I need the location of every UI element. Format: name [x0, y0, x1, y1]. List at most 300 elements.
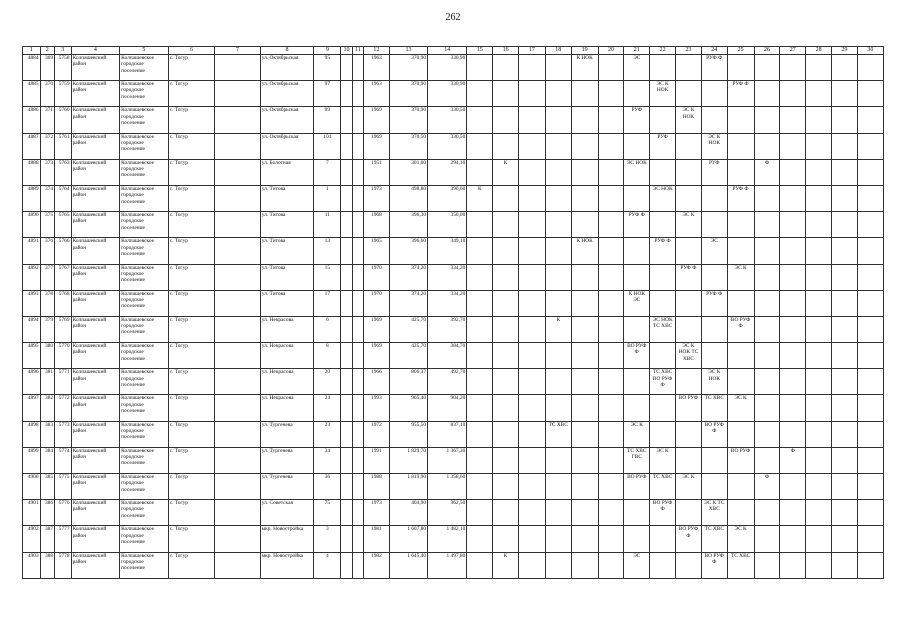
table-cell-col-5: Колпашевское городское поселение — [120, 55, 169, 81]
table-cell-col-14: 1 367,30 — [428, 447, 467, 473]
table-cell-col-20 — [598, 264, 624, 290]
table-cell-col-26 — [754, 526, 780, 552]
table-cell-col-22: ЭС К — [650, 447, 676, 473]
table-cell-col-4: Колпашевский район — [71, 212, 120, 238]
table-cell-col-23: ЭС К — [676, 474, 702, 500]
table-cell-col-9: 17 — [314, 290, 341, 316]
table-cell-col-25: РУФ Ф — [727, 185, 754, 211]
table-cell-col-18 — [545, 526, 571, 552]
table-cell-col-3: 5766 — [55, 238, 72, 264]
table-cell-col-27 — [780, 421, 806, 447]
table-cell-col-21: ВО РУФ Ф — [624, 343, 650, 369]
table-cell-col-21: ВО РУФ — [624, 474, 650, 500]
table-cell-col-16 — [493, 395, 519, 421]
table-cell-col-4: Колпашевский район — [71, 159, 120, 185]
table-cell-col-14: 384,70 — [428, 343, 467, 369]
table-cell-col-15 — [467, 81, 493, 107]
table-cell-col-28 — [806, 107, 832, 133]
table-cell-col-10 — [341, 500, 352, 526]
table-cell-col-27 — [780, 238, 806, 264]
table-cell-col-24: ВО РУФ Ф — [701, 552, 727, 578]
table-cell-col-3: 5773 — [55, 421, 72, 447]
table-cell-col-21: К НОК ЭС — [624, 290, 650, 316]
table-cell-col-8: ул. Тургенева — [260, 447, 314, 473]
table-cell-col-10 — [341, 421, 352, 447]
table-cell-col-1: 4901 — [23, 500, 41, 526]
table-cell-col-13: 425,70 — [389, 316, 427, 342]
table-cell-col-19 — [571, 526, 598, 552]
table-cell-col-18 — [545, 369, 571, 395]
table-cell-col-8: ул. Титова — [260, 185, 314, 211]
table-cell-col-26 — [754, 212, 780, 238]
table-cell-col-7 — [215, 421, 260, 447]
table-cell-col-28 — [806, 212, 832, 238]
table-cell-col-8: ул. Некрасова — [260, 343, 314, 369]
table-cell-col-24: ТС ХВС — [701, 395, 727, 421]
table-cell-col-8: мкр. Новостройка — [260, 526, 314, 552]
table-cell-col-1: 4888 — [23, 159, 41, 185]
column-header-13: 13 — [389, 47, 427, 55]
table-cell-col-8: мкр. Новостройка — [260, 552, 314, 578]
table-cell-col-22: ВО РУФ Ф — [650, 500, 676, 526]
table-cell-col-21: ЭС К — [624, 421, 650, 447]
table-cell-col-18 — [545, 552, 571, 578]
table-cell-col-15: К — [467, 185, 493, 211]
table-cell-col-2: 376 — [40, 238, 54, 264]
table-cell-col-11 — [352, 316, 363, 342]
table-cell-col-30 — [857, 264, 883, 290]
table-cell-col-2: 369 — [40, 55, 54, 81]
table-cell-col-14: 837,10 — [428, 421, 467, 447]
table-cell-col-21: РУФ Ф — [624, 212, 650, 238]
table-cell-col-4: Колпашевский район — [71, 185, 120, 211]
table-cell-col-10 — [341, 264, 352, 290]
table-cell-col-1: 4884 — [23, 55, 41, 81]
table-cell-col-26 — [754, 421, 780, 447]
table-cell-col-12: 1969 — [364, 343, 390, 369]
table-cell-col-23 — [676, 238, 702, 264]
table-cell-col-11 — [352, 55, 363, 81]
table-row — [23, 447, 884, 473]
table-cell-col-25: ТС ХВС — [727, 552, 754, 578]
table-cell-col-30 — [857, 474, 883, 500]
column-header-23: 23 — [676, 47, 702, 55]
table-cell-col-29 — [832, 552, 858, 578]
table-cell-col-30 — [857, 159, 883, 185]
table-cell-col-23 — [676, 552, 702, 578]
table-cell-col-4: Колпашевский район — [71, 133, 120, 159]
table-cell-col-18 — [545, 343, 571, 369]
table-cell-col-17 — [518, 421, 545, 447]
table-cell-col-10 — [341, 343, 352, 369]
table-cell-col-29 — [832, 369, 858, 395]
table-cell-col-27 — [780, 264, 806, 290]
table-cell-col-29 — [832, 264, 858, 290]
table-cell-col-23: ВО РУФ Ф — [676, 526, 702, 552]
table-cell-col-30 — [857, 500, 883, 526]
table-cell-col-25 — [727, 369, 754, 395]
column-header-18: 18 — [545, 47, 571, 55]
table-cell-col-25 — [727, 343, 754, 369]
table-cell-col-3: 5772 — [55, 395, 72, 421]
table-cell-col-23 — [676, 369, 702, 395]
table-cell-col-27 — [780, 212, 806, 238]
table-cell-col-29 — [832, 447, 858, 473]
table-cell-col-13: 370,90 — [389, 55, 427, 81]
table-cell-col-8: ул. Титова — [260, 238, 314, 264]
table-cell-col-16 — [493, 500, 519, 526]
table-cell-col-25: РУФ Ф — [727, 81, 754, 107]
table-cell-col-29 — [832, 290, 858, 316]
table-cell-col-27 — [780, 316, 806, 342]
table-cell-col-10 — [341, 238, 352, 264]
table-cell-col-8: ул. Титова — [260, 264, 314, 290]
table-cell-col-20 — [598, 395, 624, 421]
table-cell-col-17 — [518, 55, 545, 81]
table-header — [23, 47, 884, 55]
table-cell-col-20 — [598, 290, 624, 316]
table-cell-col-27 — [780, 185, 806, 211]
table-cell-col-15 — [467, 500, 493, 526]
table-cell-col-26 — [754, 500, 780, 526]
table-cell-col-26 — [754, 395, 780, 421]
table-cell-col-30 — [857, 343, 883, 369]
column-header-29: 29 — [832, 47, 858, 55]
table-cell-col-20 — [598, 238, 624, 264]
table-cell-col-18: К — [545, 316, 571, 342]
table-cell-col-16 — [493, 185, 519, 211]
table-cell-col-30 — [857, 55, 883, 81]
table-cell-col-16 — [493, 526, 519, 552]
table-cell-col-30 — [857, 447, 883, 473]
table-cell-col-28 — [806, 159, 832, 185]
table-cell-col-10 — [341, 316, 352, 342]
table-cell-col-1: 4898 — [23, 421, 41, 447]
table-cell-col-6: с. Тогур — [168, 133, 215, 159]
table-cell-col-14: 350,00 — [428, 212, 467, 238]
table-cell-col-10 — [341, 290, 352, 316]
column-header-27: 27 — [780, 47, 806, 55]
table-cell-col-8: ул. Тургенева — [260, 474, 314, 500]
table-cell-col-9: 6 — [314, 316, 341, 342]
table-cell-col-6: с. Тогур — [168, 238, 215, 264]
column-header-14: 14 — [428, 47, 467, 55]
table-cell-col-14: 1 497,80 — [428, 552, 467, 578]
table-cell-col-18 — [545, 447, 571, 473]
table-cell-col-3: 5761 — [55, 133, 72, 159]
table-cell-col-23: ВО РУФ — [676, 395, 702, 421]
table-cell-col-2: 386 — [40, 500, 54, 526]
table-cell-col-20 — [598, 81, 624, 107]
table-cell-col-5: Колпашевское городское поселение — [120, 316, 169, 342]
table-cell-col-22: ТС ХВС — [650, 474, 676, 500]
table-cell-col-14: 904,20 — [428, 395, 467, 421]
table-cell-col-11 — [352, 421, 363, 447]
column-header-12: 12 — [364, 47, 390, 55]
column-header-19: 19 — [571, 47, 598, 55]
table-cell-col-8: ул. Болотная — [260, 159, 314, 185]
table-cell-col-14: 1 358,60 — [428, 474, 467, 500]
table-cell-col-23 — [676, 500, 702, 526]
table-row — [23, 395, 884, 421]
table-cell-col-26: Ф — [754, 474, 780, 500]
column-header-4: 4 — [71, 47, 120, 55]
table-cell-col-21 — [624, 500, 650, 526]
table-cell-col-3: 5771 — [55, 369, 72, 395]
table-cell-col-25 — [727, 159, 754, 185]
table-cell-col-3: 5759 — [55, 81, 72, 107]
table-cell-col-12: 1969 — [364, 107, 390, 133]
table-cell-col-6: с. Тогур — [168, 500, 215, 526]
table-cell-col-17 — [518, 185, 545, 211]
table-cell-col-17 — [518, 264, 545, 290]
table-cell-col-24 — [701, 343, 727, 369]
table-row — [23, 133, 884, 159]
table-cell-col-12: 1970 — [364, 264, 390, 290]
table-cell-col-24: РУФ — [701, 159, 727, 185]
table-cell-col-19 — [571, 447, 598, 473]
table-cell-col-18 — [545, 133, 571, 159]
table-cell-col-10 — [341, 369, 352, 395]
table-cell-col-29 — [832, 421, 858, 447]
table-cell-col-12: 1993 — [364, 395, 390, 421]
table-cell-col-12: 1973 — [364, 185, 390, 211]
table-cell-col-28 — [806, 290, 832, 316]
table-cell-col-3: 5774 — [55, 447, 72, 473]
table-cell-col-12: 1965 — [364, 238, 390, 264]
table-cell-col-12: 1969 — [364, 133, 390, 159]
table-cell-col-18 — [545, 474, 571, 500]
table-row — [23, 159, 884, 185]
column-header-24: 24 — [701, 47, 727, 55]
table-cell-col-30 — [857, 133, 883, 159]
table-cell-col-9: 75 — [314, 500, 341, 526]
table-cell-col-26: Ф — [754, 159, 780, 185]
table-cell-col-27 — [780, 107, 806, 133]
table-cell-col-2: 370 — [40, 81, 54, 107]
table-cell-col-27 — [780, 81, 806, 107]
table-cell-col-10 — [341, 474, 352, 500]
column-header-17: 17 — [518, 47, 545, 55]
table-cell-col-24 — [701, 185, 727, 211]
table-cell-col-17 — [518, 552, 545, 578]
table-cell-col-13: 1 819,90 — [389, 474, 427, 500]
table-cell-col-12: 1988 — [364, 474, 390, 500]
table-cell-col-11 — [352, 343, 363, 369]
table-cell-col-24 — [701, 447, 727, 473]
table-cell-col-5: Колпашевское городское поселение — [120, 107, 169, 133]
table-cell-col-12: 1972 — [364, 421, 390, 447]
table-cell-col-19 — [571, 185, 598, 211]
table-cell-col-21: ЭС — [624, 552, 650, 578]
column-header-21: 21 — [624, 47, 650, 55]
table-cell-col-10 — [341, 55, 352, 81]
table-cell-col-30 — [857, 81, 883, 107]
table-row — [23, 474, 884, 500]
table-cell-col-3: 5765 — [55, 212, 72, 238]
table-cell-col-25 — [727, 500, 754, 526]
table-cell-col-13: 965,40 — [389, 395, 427, 421]
table-cell-col-14: 334,20 — [428, 264, 467, 290]
table-cell-col-11 — [352, 526, 363, 552]
table-cell-col-25 — [727, 238, 754, 264]
column-header-15: 15 — [467, 47, 493, 55]
table-cell-col-27 — [780, 552, 806, 578]
table-cell-col-21 — [624, 316, 650, 342]
table-cell-col-9: 8 — [314, 343, 341, 369]
table-cell-col-28 — [806, 447, 832, 473]
table-cell-col-28 — [806, 238, 832, 264]
table-cell-col-25 — [727, 107, 754, 133]
table-cell-col-15 — [467, 316, 493, 342]
table-cell-col-15 — [467, 212, 493, 238]
table-cell-col-14: 334,20 — [428, 290, 467, 316]
table-cell-col-5: Колпашевское городское поселение — [120, 474, 169, 500]
table-cell-col-14: 330,50 — [428, 133, 467, 159]
table-cell-col-8: ул. Октябрьская — [260, 55, 314, 81]
table-cell-col-13: 1 829,70 — [389, 447, 427, 473]
table-cell-col-29 — [832, 395, 858, 421]
table-cell-col-9: 23 — [314, 421, 341, 447]
table-cell-col-30 — [857, 238, 883, 264]
table-cell-col-10 — [341, 552, 352, 578]
table-cell-col-17 — [518, 526, 545, 552]
column-header-25: 25 — [727, 47, 754, 55]
table-cell-col-19 — [571, 290, 598, 316]
table-cell-col-2: 374 — [40, 185, 54, 211]
table-cell-col-29 — [832, 159, 858, 185]
table-cell-col-29 — [832, 526, 858, 552]
table-cell-col-20 — [598, 316, 624, 342]
table-cell-col-17 — [518, 395, 545, 421]
column-header-2: 2 — [40, 47, 54, 55]
table-cell-col-14: 349,10 — [428, 238, 467, 264]
column-header-6: 6 — [168, 47, 215, 55]
table-cell-col-13: 498,80 — [389, 185, 427, 211]
table-cell-col-26 — [754, 447, 780, 473]
table-cell-col-17 — [518, 212, 545, 238]
table-cell-col-14: 294,10 — [428, 159, 467, 185]
table-cell-col-21 — [624, 395, 650, 421]
table-cell-col-5: Колпашевское городское поселение — [120, 369, 169, 395]
table-cell-col-3: 5778 — [55, 552, 72, 578]
table-cell-col-21 — [624, 369, 650, 395]
table-cell-col-18 — [545, 212, 571, 238]
table-cell-col-28 — [806, 552, 832, 578]
table-cell-col-22: ТС ХВС ВО РУФ Ф — [650, 369, 676, 395]
table-cell-col-22 — [650, 159, 676, 185]
table-cell-col-15 — [467, 159, 493, 185]
table-cell-col-30 — [857, 212, 883, 238]
table-cell-col-10 — [341, 81, 352, 107]
table-cell-col-17 — [518, 369, 545, 395]
table-cell-col-13: 425,70 — [389, 343, 427, 369]
table-cell-col-19 — [571, 133, 598, 159]
table-cell-col-7 — [215, 343, 260, 369]
table-cell-col-20 — [598, 369, 624, 395]
table-cell-col-28 — [806, 343, 832, 369]
table-cell-col-1: 4894 — [23, 316, 41, 342]
table-cell-col-13: 370,90 — [389, 81, 427, 107]
table-cell-col-4: Колпашевский район — [71, 238, 120, 264]
table-cell-col-11 — [352, 107, 363, 133]
table-cell-col-16 — [493, 316, 519, 342]
table-cell-col-1: 4892 — [23, 264, 41, 290]
table-cell-col-22: РУФ — [650, 133, 676, 159]
table-cell-col-8: ул. Некрасова — [260, 369, 314, 395]
table-cell-col-4: Колпашевский район — [71, 264, 120, 290]
housing-register-table — [22, 46, 884, 579]
column-header-26: 26 — [754, 47, 780, 55]
table-row — [23, 500, 884, 526]
table-cell-col-12: 1982 — [364, 552, 390, 578]
table-cell-col-5: Колпашевское городское поселение — [120, 421, 169, 447]
table-cell-col-26 — [754, 316, 780, 342]
table-cell-col-6: с. Тогур — [168, 395, 215, 421]
table-cell-col-27 — [780, 55, 806, 81]
table-cell-col-25 — [727, 421, 754, 447]
table-row — [23, 316, 884, 342]
table-cell-col-24: ЭС К ТС ХВС — [701, 500, 727, 526]
table-cell-col-15 — [467, 474, 493, 500]
table-cell-col-12: 1981 — [364, 526, 390, 552]
table-cell-col-28 — [806, 500, 832, 526]
table-cell-col-17 — [518, 447, 545, 473]
table-cell-col-19 — [571, 212, 598, 238]
table-cell-col-25 — [727, 212, 754, 238]
table-cell-col-8: ул. Титова — [260, 290, 314, 316]
table-cell-col-4: Колпашевский район — [71, 421, 120, 447]
table-cell-col-19: К НОК — [571, 55, 598, 81]
table-row — [23, 552, 884, 578]
table-cell-col-1: 4902 — [23, 526, 41, 552]
table-cell-col-6: с. Тогур — [168, 212, 215, 238]
table-cell-col-26 — [754, 55, 780, 81]
table-cell-col-8: ул. Октябрьская — [260, 133, 314, 159]
table-cell-col-7 — [215, 290, 260, 316]
table-cell-col-23 — [676, 316, 702, 342]
table-cell-col-14: 492,70 — [428, 369, 467, 395]
table-cell-col-9: 95 — [314, 55, 341, 81]
table-cell-col-3: 5767 — [55, 264, 72, 290]
table-cell-col-22 — [650, 552, 676, 578]
table-cell-col-20 — [598, 421, 624, 447]
table-cell-col-28 — [806, 55, 832, 81]
table-cell-col-6: с. Тогур — [168, 107, 215, 133]
table-cell-col-22 — [650, 212, 676, 238]
table-cell-col-15 — [467, 290, 493, 316]
table-cell-col-23 — [676, 81, 702, 107]
table-cell-col-24 — [701, 316, 727, 342]
table-cell-col-11 — [352, 212, 363, 238]
table-cell-col-29 — [832, 238, 858, 264]
table-cell-col-13: 370,50 — [389, 133, 427, 159]
table-row — [23, 185, 884, 211]
table-cell-col-4: Колпашевский район — [71, 343, 120, 369]
table-cell-col-11 — [352, 290, 363, 316]
column-header-30: 30 — [857, 47, 883, 55]
table-cell-col-12: 1951 — [364, 159, 390, 185]
table-cell-col-16 — [493, 212, 519, 238]
table-cell-col-2: 381 — [40, 369, 54, 395]
table-cell-col-12: 1969 — [364, 316, 390, 342]
table-cell-col-2: 383 — [40, 421, 54, 447]
table-cell-col-2: 385 — [40, 474, 54, 500]
table-cell-col-9: 97 — [314, 81, 341, 107]
table-cell-col-7 — [215, 500, 260, 526]
table-cell-col-21 — [624, 133, 650, 159]
table-cell-col-26 — [754, 133, 780, 159]
